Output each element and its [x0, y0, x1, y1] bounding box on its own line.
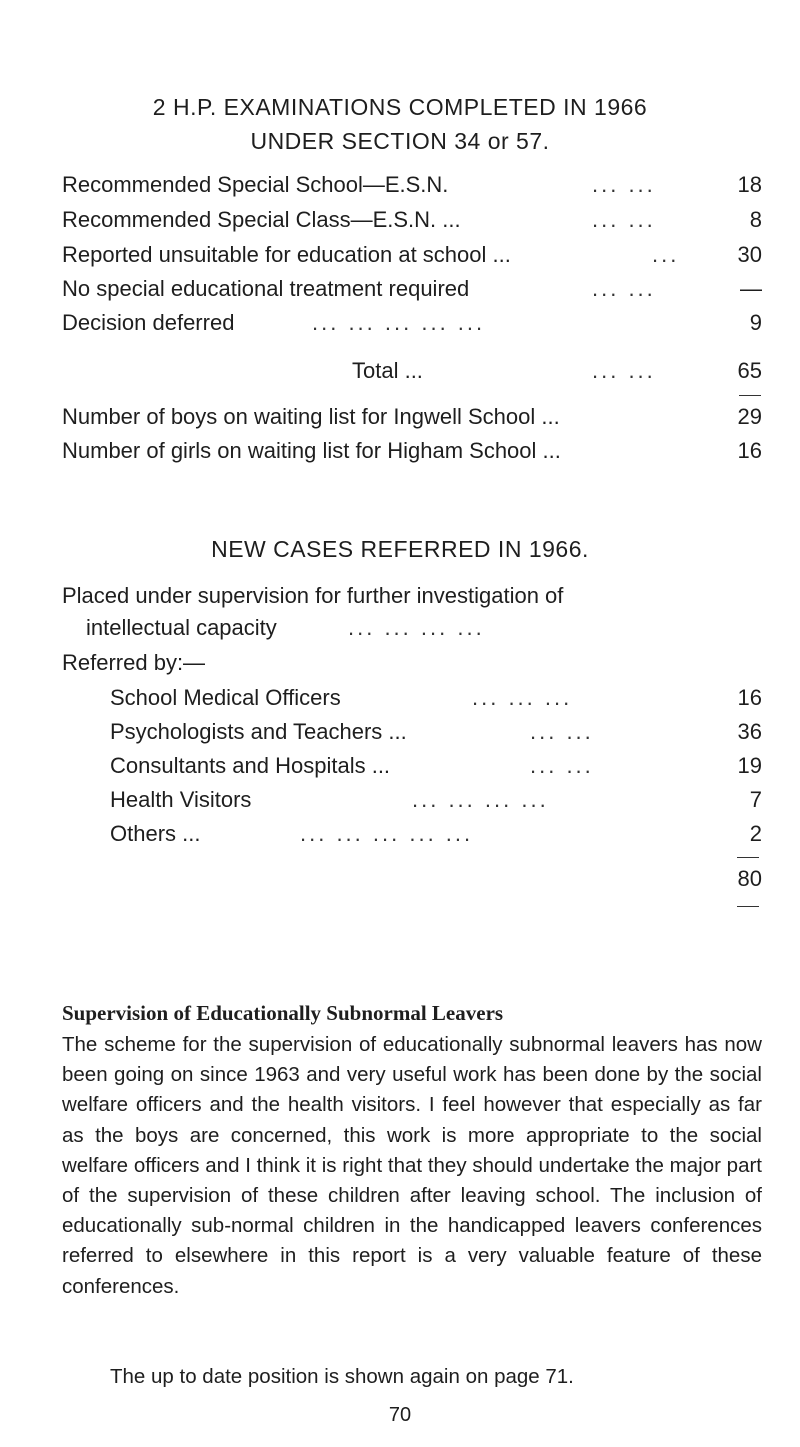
placed-text-line2: intellectual capacity: [86, 615, 277, 640]
placed-text-line1: Placed under supervision for further investigation of: [62, 583, 564, 608]
referral-row: [110, 749, 762, 783]
row-value: 16: [737, 685, 762, 710]
row-label: Others ...: [110, 821, 201, 846]
exam-row: [62, 306, 762, 340]
referral-row: [110, 817, 762, 851]
section2-title: NEW CASES REFERRED IN 1966.: [211, 536, 589, 562]
row-value: 36: [737, 719, 762, 744]
row-label: Recommended Special Class—E.S.N. ...: [62, 207, 461, 232]
referral-row: [110, 681, 762, 715]
row-label: Decision deferred: [62, 310, 235, 335]
row-label: Number of boys on waiting list for Ingwell School ...: [62, 404, 560, 429]
total-label: Total ...: [352, 358, 423, 383]
waiting-row: [62, 400, 762, 434]
leader-dots: ... ... ... ... ...: [312, 310, 486, 335]
row-value: 30: [737, 242, 762, 267]
row-value: 29: [737, 404, 762, 429]
referral-total-row: [62, 862, 762, 896]
referral-row: [110, 783, 762, 817]
row-value: 16: [737, 438, 762, 463]
leader-dots: ... ...: [592, 207, 656, 232]
referral-total-rule-top: [737, 857, 759, 858]
total-value: 65: [737, 358, 762, 383]
row-value: 18: [737, 172, 762, 197]
row-value: 9: [749, 310, 762, 335]
row-label: Health Visitors: [110, 787, 252, 812]
section3-title: Supervision of Educationally Subnormal Leavers: [62, 1001, 504, 1025]
exam-row: [62, 203, 762, 237]
row-label: Psychologists and Teachers ...: [110, 719, 407, 744]
referral-total-rule-bottom: [737, 906, 759, 907]
row-value: 7: [749, 787, 762, 812]
row-label: Recommended Special School—E.S.N.: [62, 172, 449, 197]
exam-row: [62, 272, 762, 306]
leader-dots: ... ...: [530, 719, 594, 744]
row-label: Reported unsuitable for education at school ...: [62, 242, 511, 267]
leader-dots: ... ... ... ... ...: [300, 821, 474, 846]
section1-title-line1: 2 H.P. EXAMINATIONS COMPLETED IN 1966: [152, 94, 648, 120]
row-label: Consultants and Hospitals ...: [110, 753, 391, 778]
referred-by-label: Referred by:—: [62, 650, 206, 675]
row-label: Number of girls on waiting list for Higham School ...: [62, 438, 561, 463]
section3-paragraph1: The scheme for the supervision of educationally subnormal leavers has now been going on since 1963 and very useful work has been done by the social welfare officers and the health visitors. I feel however that especially as far as the boys are concerned, this work is more appropriate to the social welfare officers and I think it is right that they should undertake the major part of the supervision of these children after leaving school. The inclusion of educationally sub-normal children in the handicapped leavers conferences referred to elsewhere in this report is a very valuable feature of these conferences.: [62, 1033, 762, 1298]
referral-row: [110, 715, 762, 749]
leader-dots: ... ...: [592, 276, 656, 301]
leader-dots: ... ... ... ...: [348, 615, 485, 640]
exam-row: [62, 168, 762, 202]
exam-row: [62, 238, 762, 272]
total-row: [62, 354, 762, 388]
leader-dots: ... ...: [530, 753, 594, 778]
row-label: No special educational treatment required: [62, 276, 470, 301]
referred-by-label-row: [62, 646, 762, 680]
row-value: 2: [749, 821, 762, 846]
row-label: School Medical Officers: [110, 685, 341, 710]
page-number: 70: [388, 1404, 412, 1426]
row-value: —: [740, 276, 762, 301]
section3-paragraph2: The up to date position is shown again on page 71.: [110, 1365, 574, 1388]
total-rule: [739, 395, 761, 396]
row-value: 19: [737, 753, 762, 778]
leader-dots: ... ... ... ...: [412, 787, 549, 812]
referral-total-value: 80: [737, 866, 762, 891]
leader-dots: ... ...: [592, 172, 656, 197]
row-value: 8: [749, 207, 762, 232]
placed-line: [62, 579, 762, 613]
leader-dots: ... ...: [592, 358, 656, 383]
waiting-row: [62, 434, 762, 468]
leader-dots: ... ... ...: [472, 685, 573, 710]
section1-title-line2: UNDER SECTION 34 or 57.: [250, 128, 550, 154]
leader-dots: ...: [652, 242, 680, 267]
placed-line: [86, 611, 762, 645]
